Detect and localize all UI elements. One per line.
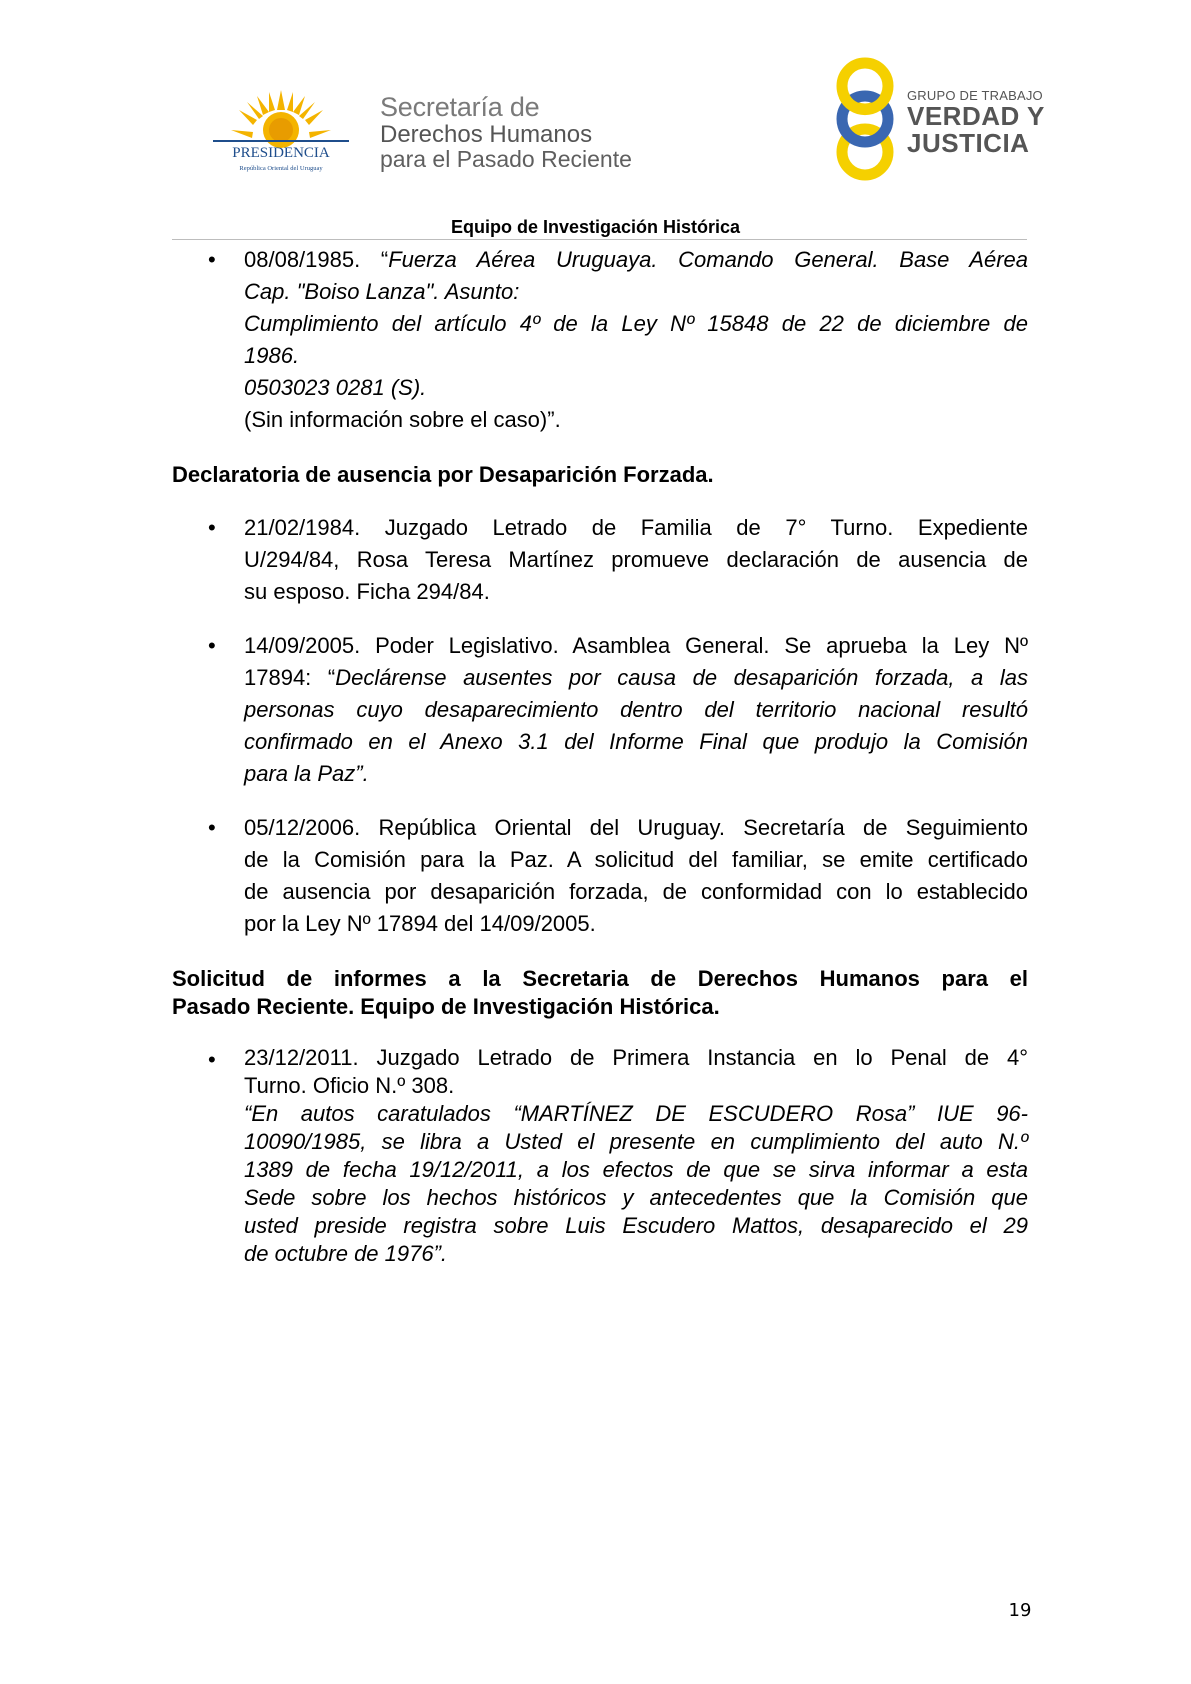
bullet-3-line-3: personas cuyo desaparecimiento dentro del territorio nacional resultó [244, 697, 1028, 722]
bullet-item-2 [244, 512, 1028, 608]
bullet-5-quote-3: 1389 de fecha 19/12/2011, a los efectos de que se sirva informar a esta [244, 1157, 1028, 1182]
bullet-icon: • [208, 815, 216, 840]
presidencia-label: PRESIDENCIA [232, 145, 330, 161]
bullet-5-quote-6: de octubre de 1976”. [244, 1241, 448, 1266]
bullet-3-line-2 [244, 662, 1028, 694]
bullet-1-italic-4: 1986. [244, 343, 300, 368]
header-section-title: Equipo de Investigación Histórica [450, 217, 741, 237]
bullet-5-line-2: Turno. Oficio N.º 308. [244, 1073, 455, 1098]
page-number: 19 [1008, 1600, 1032, 1621]
verdad-justicia-rings-icon [825, 56, 905, 182]
bullet-1-line-1 [244, 244, 1028, 276]
bullet-3-italic-2: Declárense ausentes por causa de desaparición forzada, a las [335, 665, 1028, 690]
bullet-icon: • [208, 1047, 216, 1072]
bullet-5-quote-1: “En autos caratulados “MARTÍNEZ DE ESCUDERO Rosa” IUE 96- [244, 1101, 1028, 1126]
secretaria-logo-text [380, 92, 720, 172]
bullet-icon: • [208, 247, 216, 272]
secretaria-line-3: para el Pasado Reciente [380, 146, 632, 172]
bullet-3-line-4: confirmado en el Anexo 3.1 del Informe Final que produjo la Comisión [244, 729, 1028, 754]
justicia-label: JUSTICIA [907, 128, 1030, 158]
bullet-5-quote-4: Sede sobre los hechos históricos y antecedentes que la Comisión que [244, 1185, 1028, 1210]
bullet-2-line-3: su esposo. Ficha 294/84. [244, 579, 490, 604]
header-divider [172, 239, 1027, 240]
presidencia-logo [205, 88, 357, 174]
bullet-5-quote-2: 10090/1985, se libra a Usted el presente en cumplimiento del auto N.º [244, 1129, 1028, 1154]
bullet-3-prefix: 17894: “ [244, 665, 336, 690]
bullet-1-italic-3: Cumplimiento del artículo 4º de la Ley Nº 15848 de 22 de diciembre de [244, 311, 1028, 336]
sun-icon [231, 90, 331, 148]
bullet-5-quote-5: usted preside registra sobre Luis Escudero Mattos, desaparecido el 29 [244, 1213, 1028, 1238]
secretaria-line-1: Secretaría de [380, 92, 540, 122]
section-title-declaratoria: Declaratoria de ausencia por Desaparición Forzada. [172, 462, 714, 487]
bullet-5-line-1: 23/12/2011. Juzgado Letrado de Primera Instancia en lo Penal de 4° [244, 1045, 1028, 1070]
bullet-1-prefix: 08/08/1985. “ [244, 247, 389, 272]
bullet-1-italic-2: Cap. "Boiso Lanza". Asunto: [244, 279, 520, 304]
section-title-solicitud [172, 965, 1028, 1021]
verdad-label: VERDAD Y [907, 101, 1045, 131]
bullet-3-line-1: 14/09/2005. Poder Legislativo. Asamblea General. Se aprueba la Ley Nº [244, 633, 1028, 658]
verdad-justicia-logo-text [907, 88, 1057, 157]
bullet-1-italic-5: 0503023 0281 (S). [244, 375, 427, 400]
bullet-4-line-3: de ausencia por desaparición forzada, de conformidad con lo establecido [244, 879, 1028, 904]
section-2-title-line-1: Solicitud de informes a la Secretaria de Derechos Humanos para el [172, 966, 1028, 991]
bullet-icon: • [208, 633, 216, 658]
presidencia-subtitle: República Oriental del Uruguay [239, 165, 323, 172]
bullet-icon: • [208, 515, 216, 540]
bullet-2-line-2: U/294/84, Rosa Teresa Martínez promueve declaración de ausencia de [244, 547, 1028, 572]
bullet-item-4 [244, 812, 1028, 940]
section-2-title-line-2: Pasado Reciente. Equipo de Investigación Histórica. [172, 994, 720, 1019]
secretaria-line-2: Derechos Humanos [380, 121, 593, 148]
bullet-1-line-6: (Sin información sobre el caso)”. [244, 407, 561, 432]
bullet-4-line-2: de la Comisión para la Paz. A solicitud del familiar, se emite certificado [244, 847, 1028, 872]
bullet-4-line-1: 05/12/2006. República Oriental del Uruguay. Secretaría de Seguimiento [244, 815, 1028, 840]
bullet-item-1 [244, 244, 1028, 436]
bullet-item-3 [244, 630, 1028, 790]
bullet-4-line-4: por la Ley Nº 17894 del 14/09/2005. [244, 911, 596, 936]
bullet-item-5 [244, 1044, 1028, 1268]
bullet-3-line-5: para la Paz”. [244, 761, 369, 786]
grupo-trabajo-label: GRUPO DE TRABAJO [907, 88, 1043, 103]
bullet-1-italic-1: Fuerza Aérea Uruguaya. Comando General. Base Aérea [388, 247, 1028, 272]
bullet-2-line-1: 21/02/1984. Juzgado Letrado de Familia de 7° Turno. Expediente [244, 515, 1028, 540]
